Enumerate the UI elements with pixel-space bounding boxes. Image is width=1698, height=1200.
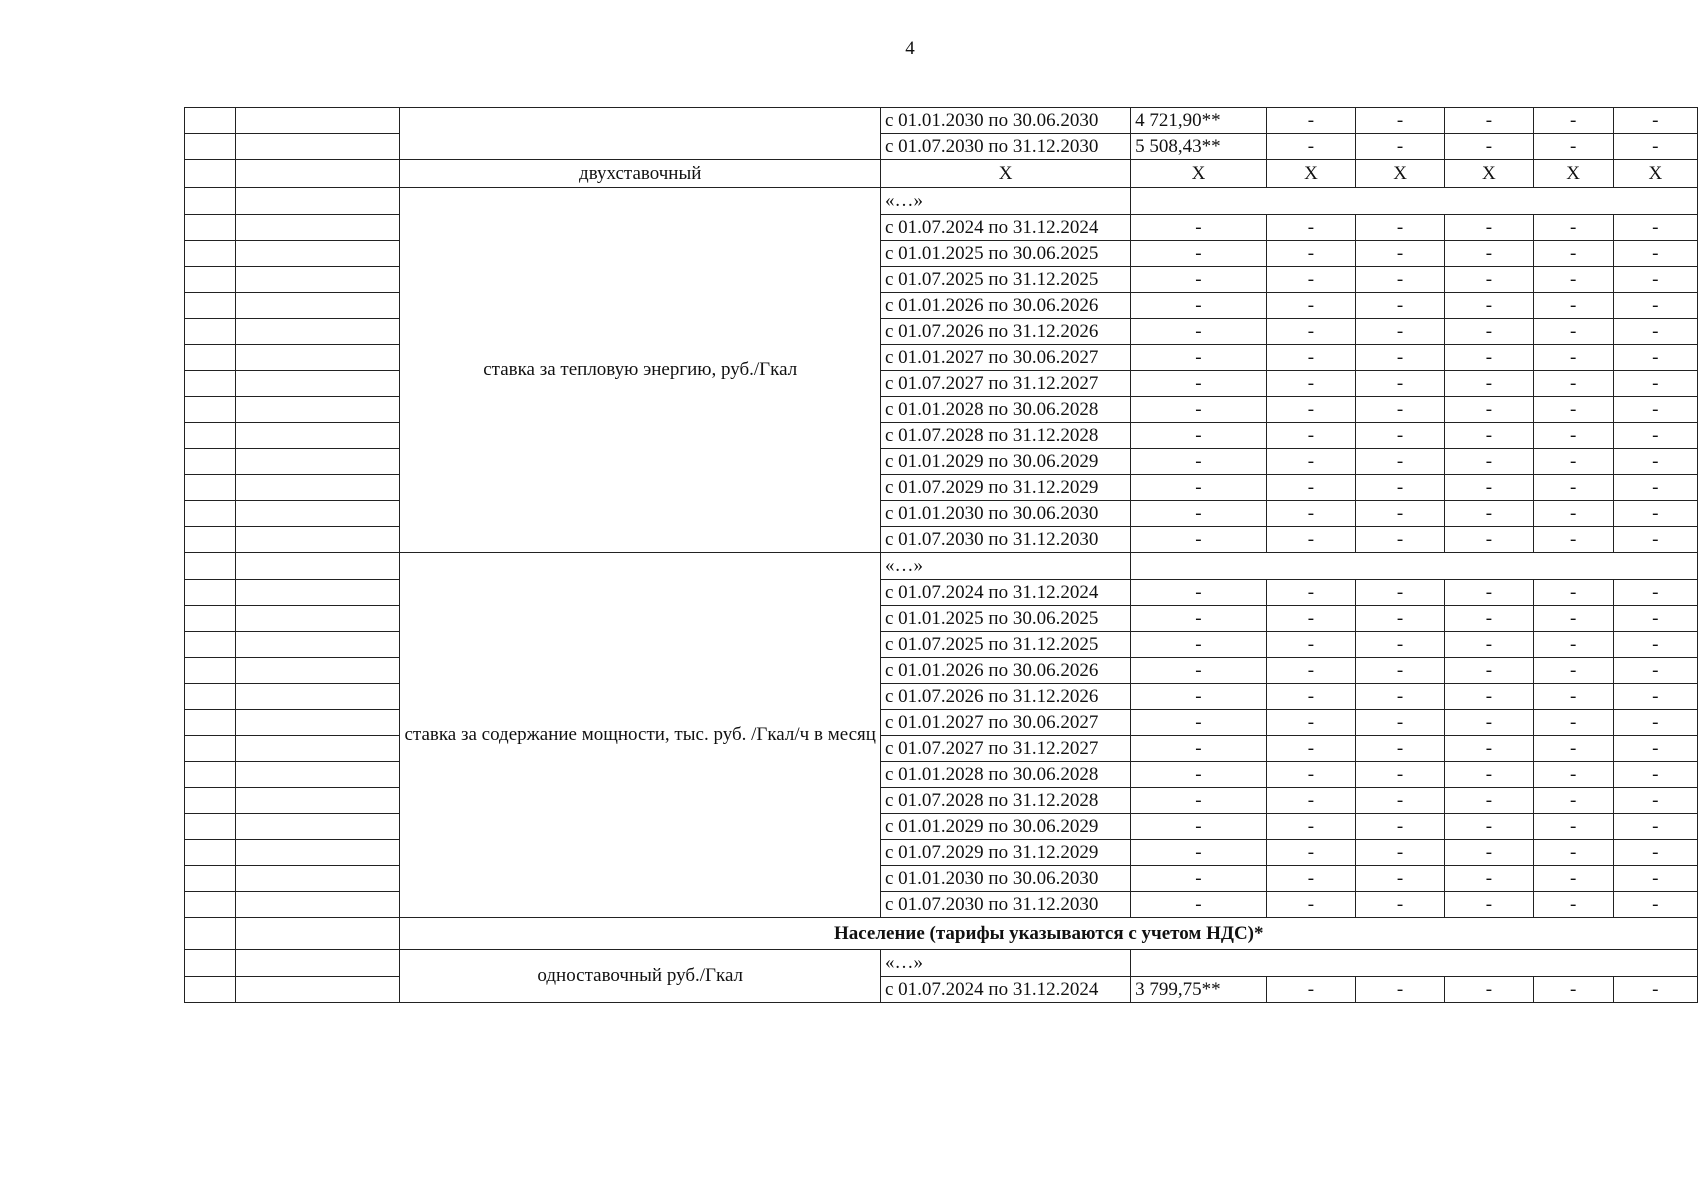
dash-cell: - xyxy=(1356,684,1445,710)
empty-cell xyxy=(236,736,400,762)
dash-cell: - xyxy=(1444,267,1533,293)
period-cell: с 01.01.2026 по 30.06.2026 xyxy=(880,293,1130,319)
dash-cell: - xyxy=(1131,866,1267,892)
dash-cell: - xyxy=(1131,371,1267,397)
x-mark-cell: X xyxy=(1266,160,1356,188)
empty-cell xyxy=(185,840,236,866)
dash-cell: - xyxy=(1266,108,1356,134)
period-cell: с 01.01.2026 по 30.06.2026 xyxy=(880,658,1130,684)
heat-energy-rate-label: ставка за тепловую энергию, руб./Гкал xyxy=(400,188,880,553)
period-cell: с 01.07.2024 по 31.12.2024 xyxy=(880,215,1130,241)
dash-cell: - xyxy=(1131,632,1267,658)
dash-cell: - xyxy=(1613,501,1697,527)
dash-cell: - xyxy=(1613,108,1697,134)
dash-cell: - xyxy=(1266,684,1356,710)
period-cell: с 01.01.2029 по 30.06.2029 xyxy=(880,814,1130,840)
empty-cell xyxy=(236,134,400,160)
dash-cell: - xyxy=(1444,108,1533,134)
dash-cell: - xyxy=(1266,840,1356,866)
empty-cell xyxy=(185,527,236,553)
empty-cell xyxy=(185,134,236,160)
dash-cell: - xyxy=(1533,267,1613,293)
dash-cell: - xyxy=(1444,892,1533,918)
dash-cell: - xyxy=(1266,134,1356,160)
table-row xyxy=(185,950,1698,977)
dash-cell: - xyxy=(1444,710,1533,736)
dash-cell: - xyxy=(1356,840,1445,866)
dash-cell: - xyxy=(1533,319,1613,345)
dash-cell: - xyxy=(1131,449,1267,475)
dash-cell: - xyxy=(1533,736,1613,762)
dash-cell: - xyxy=(1533,710,1613,736)
dash-cell: - xyxy=(1613,241,1697,267)
dash-cell: - xyxy=(1533,134,1613,160)
tariff-table-body xyxy=(185,108,1698,1003)
empty-cell xyxy=(185,580,236,606)
dash-cell: - xyxy=(1266,580,1356,606)
period-cell: с 01.01.2027 по 30.06.2027 xyxy=(880,710,1130,736)
table-row xyxy=(185,553,1698,580)
empty-cell xyxy=(236,950,400,977)
dash-cell: - xyxy=(1444,632,1533,658)
group-cell-continued xyxy=(400,108,880,160)
x-mark-cell: X xyxy=(1131,160,1267,188)
empty-cell xyxy=(236,345,400,371)
empty-cell xyxy=(1131,188,1698,215)
period-cell: с 01.01.2029 по 30.06.2029 xyxy=(880,449,1130,475)
dash-cell: - xyxy=(1266,736,1356,762)
empty-cell xyxy=(185,345,236,371)
empty-cell xyxy=(185,736,236,762)
dash-cell: - xyxy=(1613,397,1697,423)
empty-cell xyxy=(185,475,236,501)
empty-cell xyxy=(185,658,236,684)
dash-cell: - xyxy=(1266,606,1356,632)
dash-cell: - xyxy=(1266,423,1356,449)
dash-cell: - xyxy=(1266,267,1356,293)
dash-cell: - xyxy=(1356,710,1445,736)
empty-cell xyxy=(185,397,236,423)
table-row xyxy=(185,188,1698,215)
dash-cell: - xyxy=(1356,866,1445,892)
dash-cell: - xyxy=(1266,866,1356,892)
dash-cell: - xyxy=(1533,892,1613,918)
empty-cell xyxy=(236,606,400,632)
dash-cell: - xyxy=(1356,977,1445,1003)
dash-cell: - xyxy=(1444,736,1533,762)
dash-cell: - xyxy=(1131,527,1267,553)
empty-cell xyxy=(236,840,400,866)
dash-cell: - xyxy=(1356,475,1445,501)
dash-cell: - xyxy=(1444,866,1533,892)
empty-cell xyxy=(1131,553,1698,580)
dash-cell: - xyxy=(1356,108,1445,134)
dash-cell: - xyxy=(1613,215,1697,241)
period-cell: с 01.07.2024 по 31.12.2024 xyxy=(880,580,1130,606)
dash-cell: - xyxy=(1356,814,1445,840)
dash-cell: - xyxy=(1444,345,1533,371)
empty-cell xyxy=(236,710,400,736)
period-cell: с 01.07.2026 по 31.12.2026 xyxy=(880,319,1130,345)
period-cell: с 01.07.2029 по 31.12.2029 xyxy=(880,840,1130,866)
dash-cell: - xyxy=(1444,449,1533,475)
empty-cell xyxy=(185,632,236,658)
single-rate-label: одноставочный руб./Гкал xyxy=(400,950,880,1003)
dash-cell: - xyxy=(1266,527,1356,553)
dash-cell: - xyxy=(1613,606,1697,632)
period-cell: с 01.07.2024 по 31.12.2024 xyxy=(880,977,1130,1003)
dash-cell: - xyxy=(1613,710,1697,736)
table-row xyxy=(185,918,1698,950)
dash-cell: - xyxy=(1444,788,1533,814)
dash-cell: - xyxy=(1613,134,1697,160)
dash-cell: - xyxy=(1131,293,1267,319)
dash-cell: - xyxy=(1131,397,1267,423)
dash-cell: - xyxy=(1356,397,1445,423)
dash-cell: - xyxy=(1131,658,1267,684)
dash-cell: - xyxy=(1613,371,1697,397)
dash-cell: - xyxy=(1131,736,1267,762)
empty-cell xyxy=(236,892,400,918)
period-cell: с 01.07.2030 по 31.12.2030 xyxy=(880,892,1130,918)
dash-cell: - xyxy=(1613,762,1697,788)
empty-cell xyxy=(236,475,400,501)
dash-cell: - xyxy=(1444,397,1533,423)
dash-cell: - xyxy=(1266,762,1356,788)
dash-cell: - xyxy=(1131,788,1267,814)
dash-cell: - xyxy=(1613,892,1697,918)
empty-cell xyxy=(185,241,236,267)
empty-cell xyxy=(185,684,236,710)
dash-cell: - xyxy=(1533,840,1613,866)
dash-cell: - xyxy=(1131,423,1267,449)
dash-cell: - xyxy=(1613,840,1697,866)
dash-cell: - xyxy=(1356,241,1445,267)
dash-cell: - xyxy=(1266,215,1356,241)
x-mark-cell: X xyxy=(1613,160,1697,188)
dash-cell: - xyxy=(1266,658,1356,684)
empty-cell xyxy=(236,215,400,241)
empty-cell xyxy=(236,814,400,840)
empty-cell xyxy=(236,527,400,553)
dash-cell: - xyxy=(1131,475,1267,501)
dash-cell: - xyxy=(1356,319,1445,345)
empty-cell xyxy=(236,553,400,580)
period-cell: с 01.07.2028 по 31.12.2028 xyxy=(880,423,1130,449)
dash-cell: - xyxy=(1444,134,1533,160)
dash-cell: - xyxy=(1131,501,1267,527)
empty-cell xyxy=(185,892,236,918)
period-cell: с 01.01.2027 по 30.06.2027 xyxy=(880,345,1130,371)
dash-cell: - xyxy=(1131,319,1267,345)
dash-cell: - xyxy=(1533,371,1613,397)
dash-cell: - xyxy=(1533,814,1613,840)
dash-cell: - xyxy=(1356,580,1445,606)
x-mark-cell: X xyxy=(1356,160,1445,188)
period-cell: с 01.07.2027 по 31.12.2027 xyxy=(880,736,1130,762)
dash-cell: - xyxy=(1266,632,1356,658)
empty-cell xyxy=(236,580,400,606)
dash-cell: - xyxy=(1533,423,1613,449)
empty-cell xyxy=(185,371,236,397)
period-cell: с 01.01.2028 по 30.06.2028 xyxy=(880,762,1130,788)
dash-cell: - xyxy=(1533,293,1613,319)
dash-cell: - xyxy=(1266,475,1356,501)
empty-cell xyxy=(185,423,236,449)
period-cell: с 01.01.2025 по 30.06.2025 xyxy=(880,241,1130,267)
empty-cell xyxy=(236,449,400,475)
dash-cell: - xyxy=(1613,814,1697,840)
dash-cell: - xyxy=(1266,892,1356,918)
population-section-title: Население (тарифы указываются с учетом НДС)* xyxy=(400,918,1698,950)
period-cell: с 01.07.2026 по 31.12.2026 xyxy=(880,684,1130,710)
dash-cell: - xyxy=(1444,606,1533,632)
dash-cell: - xyxy=(1613,475,1697,501)
dash-cell: - xyxy=(1131,606,1267,632)
dash-cell: - xyxy=(1444,977,1533,1003)
dash-cell: - xyxy=(1533,866,1613,892)
period-cell: с 01.01.2025 по 30.06.2025 xyxy=(880,606,1130,632)
table-row xyxy=(185,160,1698,188)
page-number: 4 xyxy=(905,38,915,59)
dash-cell: - xyxy=(1533,215,1613,241)
empty-cell xyxy=(185,553,236,580)
dash-cell: - xyxy=(1613,580,1697,606)
tariff-value-cell: 3 799,75** xyxy=(1131,977,1267,1003)
period-cell: с 01.07.2028 по 31.12.2028 xyxy=(880,788,1130,814)
period-cell: с 01.01.2030 по 30.06.2030 xyxy=(880,108,1130,134)
dash-cell: - xyxy=(1131,710,1267,736)
dash-cell: - xyxy=(1444,684,1533,710)
dash-cell: - xyxy=(1533,606,1613,632)
dash-cell: - xyxy=(1131,241,1267,267)
dash-cell: - xyxy=(1356,449,1445,475)
dash-cell: - xyxy=(1266,501,1356,527)
period-cell: с 01.07.2025 по 31.12.2025 xyxy=(880,632,1130,658)
empty-cell xyxy=(185,977,236,1003)
empty-cell xyxy=(185,108,236,134)
dash-cell: - xyxy=(1131,580,1267,606)
ellipsis-cell: «…» xyxy=(880,553,1130,580)
dash-cell: - xyxy=(1613,632,1697,658)
dash-cell: - xyxy=(1356,345,1445,371)
empty-cell xyxy=(236,658,400,684)
dash-cell: - xyxy=(1356,215,1445,241)
tariff-value-cell: 5 508,43** xyxy=(1131,134,1267,160)
x-mark-cell: X xyxy=(1533,160,1613,188)
empty-cell xyxy=(185,215,236,241)
dash-cell: - xyxy=(1444,527,1533,553)
period-cell: с 01.01.2028 по 30.06.2028 xyxy=(880,397,1130,423)
dash-cell: - xyxy=(1131,345,1267,371)
dash-cell: - xyxy=(1131,814,1267,840)
dash-cell: - xyxy=(1533,449,1613,475)
dash-cell: - xyxy=(1266,449,1356,475)
empty-cell xyxy=(236,371,400,397)
dash-cell: - xyxy=(1613,977,1697,1003)
dash-cell: - xyxy=(1356,762,1445,788)
empty-cell xyxy=(236,977,400,1003)
dash-cell: - xyxy=(1444,814,1533,840)
period-cell: с 01.07.2030 по 31.12.2030 xyxy=(880,134,1130,160)
dash-cell: - xyxy=(1613,658,1697,684)
dash-cell: - xyxy=(1266,241,1356,267)
dash-cell: - xyxy=(1266,319,1356,345)
empty-cell xyxy=(185,319,236,345)
dash-cell: - xyxy=(1266,977,1356,1003)
dash-cell: - xyxy=(1444,658,1533,684)
empty-cell xyxy=(185,449,236,475)
dash-cell: - xyxy=(1266,397,1356,423)
dash-cell: - xyxy=(1356,501,1445,527)
dash-cell: - xyxy=(1356,606,1445,632)
dash-cell: - xyxy=(1266,788,1356,814)
dash-cell: - xyxy=(1356,267,1445,293)
dash-cell: - xyxy=(1533,527,1613,553)
dash-cell: - xyxy=(1444,319,1533,345)
dash-cell: - xyxy=(1613,319,1697,345)
dash-cell: - xyxy=(1533,788,1613,814)
period-cell: с 01.07.2029 по 31.12.2029 xyxy=(880,475,1130,501)
dash-cell: - xyxy=(1613,788,1697,814)
dash-cell: - xyxy=(1356,293,1445,319)
empty-cell xyxy=(236,918,400,950)
empty-cell xyxy=(236,188,400,215)
dash-cell: - xyxy=(1444,501,1533,527)
empty-cell xyxy=(185,606,236,632)
dash-cell: - xyxy=(1613,449,1697,475)
dash-cell: - xyxy=(1613,267,1697,293)
dash-cell: - xyxy=(1444,371,1533,397)
dash-cell: - xyxy=(1533,241,1613,267)
empty-cell xyxy=(236,501,400,527)
empty-cell xyxy=(185,814,236,840)
ellipsis-cell: «…» xyxy=(880,188,1130,215)
dash-cell: - xyxy=(1613,345,1697,371)
empty-cell xyxy=(185,710,236,736)
x-mark-cell: X xyxy=(1444,160,1533,188)
period-cell: с 01.07.2025 по 31.12.2025 xyxy=(880,267,1130,293)
dash-cell: - xyxy=(1356,371,1445,397)
dash-cell: - xyxy=(1356,892,1445,918)
dash-cell: - xyxy=(1266,371,1356,397)
dash-cell: - xyxy=(1533,501,1613,527)
dash-cell: - xyxy=(1266,345,1356,371)
dash-cell: - xyxy=(1444,475,1533,501)
period-cell: с 01.07.2030 по 31.12.2030 xyxy=(880,527,1130,553)
dash-cell: - xyxy=(1356,134,1445,160)
x-mark-cell: X xyxy=(880,160,1130,188)
empty-cell xyxy=(236,866,400,892)
dash-cell: - xyxy=(1533,397,1613,423)
dash-cell: - xyxy=(1266,814,1356,840)
empty-cell xyxy=(185,160,236,188)
dash-cell: - xyxy=(1131,840,1267,866)
dash-cell: - xyxy=(1613,527,1697,553)
dash-cell: - xyxy=(1613,684,1697,710)
period-cell: с 01.01.2030 по 30.06.2030 xyxy=(880,866,1130,892)
empty-cell xyxy=(185,267,236,293)
empty-cell xyxy=(185,501,236,527)
dash-cell: - xyxy=(1533,345,1613,371)
empty-cell xyxy=(236,762,400,788)
empty-cell xyxy=(236,108,400,134)
dash-cell: - xyxy=(1356,658,1445,684)
tariff-table xyxy=(184,107,1698,1003)
empty-cell xyxy=(236,293,400,319)
dash-cell: - xyxy=(1444,293,1533,319)
empty-cell xyxy=(185,866,236,892)
capacity-rate-label: ставка за содержание мощности, тыс. руб. /Гкал/ч в месяц xyxy=(400,553,880,918)
empty-cell xyxy=(236,632,400,658)
dash-cell: - xyxy=(1613,293,1697,319)
tariff-value-cell: 4 721,90** xyxy=(1131,108,1267,134)
empty-cell xyxy=(236,397,400,423)
dash-cell: - xyxy=(1533,762,1613,788)
two-rate-label: двухставочный xyxy=(400,160,880,188)
empty-cell xyxy=(236,267,400,293)
empty-cell xyxy=(236,241,400,267)
period-cell: с 01.01.2030 по 30.06.2030 xyxy=(880,501,1130,527)
empty-cell xyxy=(236,160,400,188)
dash-cell: - xyxy=(1356,423,1445,449)
dash-cell: - xyxy=(1444,762,1533,788)
period-cell: с 01.07.2027 по 31.12.2027 xyxy=(880,371,1130,397)
empty-cell xyxy=(185,762,236,788)
dash-cell: - xyxy=(1533,684,1613,710)
dash-cell: - xyxy=(1613,736,1697,762)
empty-cell xyxy=(185,188,236,215)
dash-cell: - xyxy=(1444,241,1533,267)
dash-cell: - xyxy=(1533,977,1613,1003)
empty-cell xyxy=(236,684,400,710)
dash-cell: - xyxy=(1266,293,1356,319)
dash-cell: - xyxy=(1444,580,1533,606)
empty-cell xyxy=(185,950,236,977)
dash-cell: - xyxy=(1266,710,1356,736)
ellipsis-cell: «…» xyxy=(880,950,1130,977)
table-row xyxy=(185,108,1698,134)
dash-cell: - xyxy=(1356,788,1445,814)
dash-cell: - xyxy=(1533,580,1613,606)
dash-cell: - xyxy=(1533,632,1613,658)
empty-cell xyxy=(236,423,400,449)
empty-cell xyxy=(185,788,236,814)
dash-cell: - xyxy=(1131,684,1267,710)
dash-cell: - xyxy=(1356,736,1445,762)
dash-cell: - xyxy=(1533,658,1613,684)
dash-cell: - xyxy=(1444,215,1533,241)
dash-cell: - xyxy=(1131,215,1267,241)
empty-cell xyxy=(236,319,400,345)
empty-cell xyxy=(185,918,236,950)
dash-cell: - xyxy=(1131,892,1267,918)
dash-cell: - xyxy=(1444,423,1533,449)
dash-cell: - xyxy=(1613,423,1697,449)
empty-cell xyxy=(1131,950,1698,977)
empty-cell xyxy=(236,788,400,814)
dash-cell: - xyxy=(1356,527,1445,553)
empty-cell xyxy=(185,293,236,319)
dash-cell: - xyxy=(1131,762,1267,788)
dash-cell: - xyxy=(1613,866,1697,892)
dash-cell: - xyxy=(1533,108,1613,134)
dash-cell: - xyxy=(1131,267,1267,293)
dash-cell: - xyxy=(1356,632,1445,658)
dash-cell: - xyxy=(1533,475,1613,501)
dash-cell: - xyxy=(1444,840,1533,866)
